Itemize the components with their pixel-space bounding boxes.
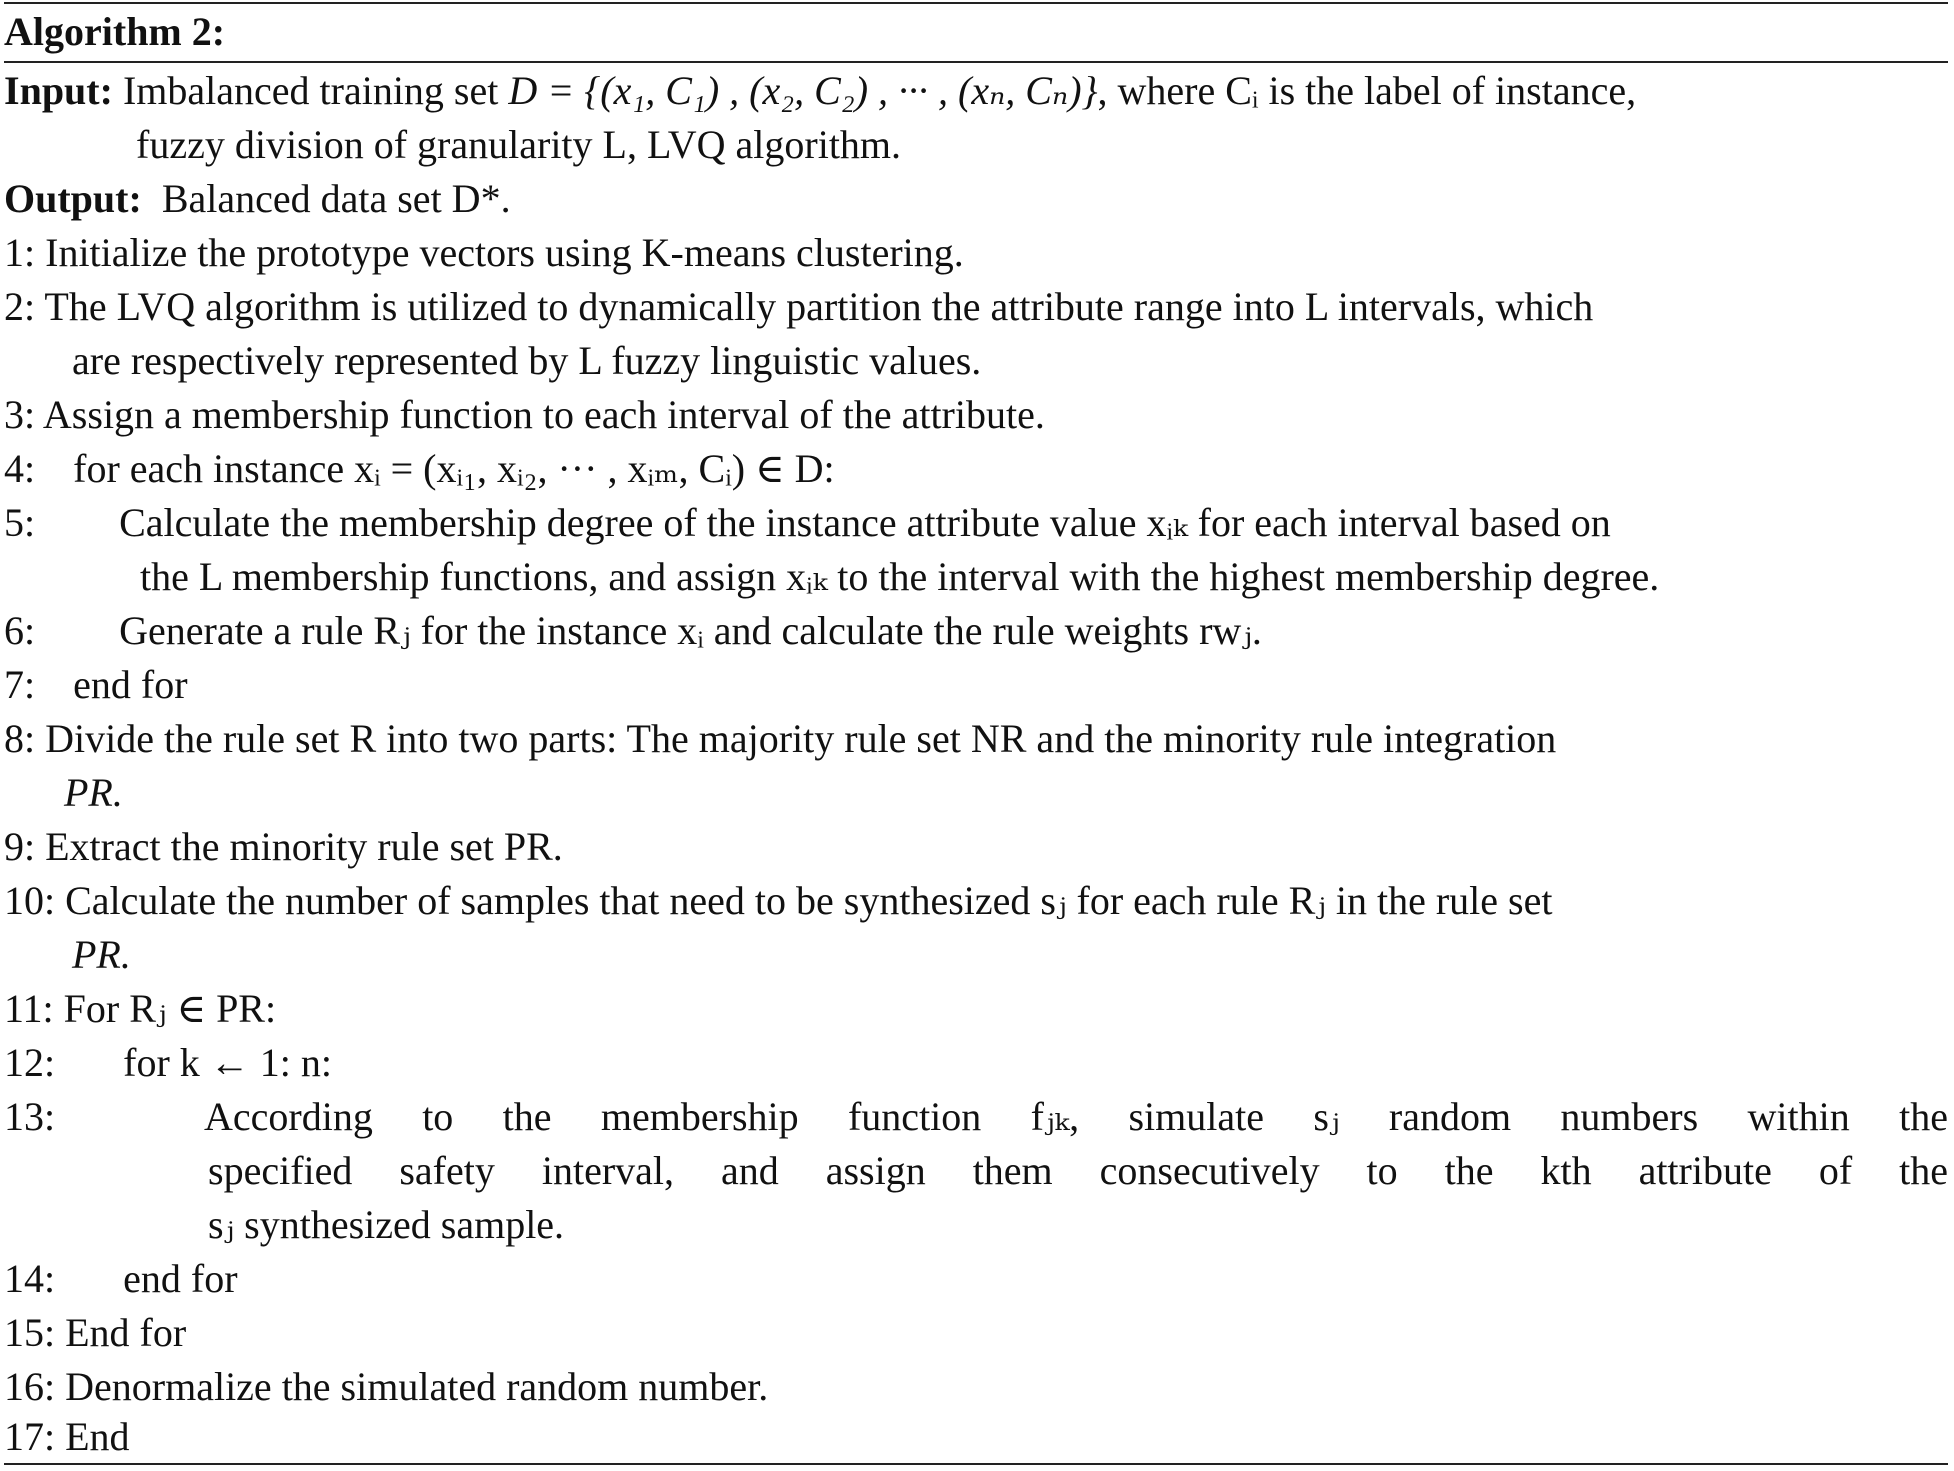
step-15 bbox=[4, 1306, 186, 1360]
step-2-continuation: are respectively represented by L fuzzy linguistic values. bbox=[72, 338, 982, 383]
step-number: 11: bbox=[4, 986, 54, 1031]
step-number: 17: bbox=[4, 1414, 56, 1459]
step-6 bbox=[4, 604, 1262, 658]
step-text: end for bbox=[123, 1256, 238, 1301]
step-text: Initialize the prototype vectors using K-means clustering. bbox=[45, 230, 964, 275]
step-7 bbox=[4, 658, 188, 712]
step-5-continuation: the L membership functions, and assign xᵢₖ to the interval with the highest membership degree. bbox=[140, 554, 1660, 599]
step-number: 8: bbox=[4, 716, 36, 761]
step-2 bbox=[4, 280, 1593, 334]
header-rule bbox=[4, 61, 1948, 63]
input-set-expression: D = {(x₁, C₁) , (x₂, C₂) , ··· , (xₙ, Cₙ)} bbox=[508, 68, 1098, 113]
step-12 bbox=[4, 1036, 332, 1090]
step-number: 2: bbox=[4, 284, 36, 329]
step-8-continuation: PR. bbox=[64, 770, 123, 815]
step-text: The LVQ algorithm is utilized to dynamically partition the attribute range into L intervals, which bbox=[44, 284, 1594, 329]
step-number: 3: bbox=[4, 392, 36, 437]
output-text: Balanced data set D*. bbox=[161, 176, 511, 221]
step-13 bbox=[4, 1090, 55, 1144]
step-text: Generate a rule Rⱼ for the instance xᵢ and calculate the rule weights rwⱼ. bbox=[119, 608, 1262, 653]
step-13-continuation-2: sⱼ synthesized sample. bbox=[208, 1202, 565, 1247]
step-number: 16: bbox=[4, 1364, 56, 1409]
step-text: For Rⱼ ∈ PR: bbox=[63, 986, 277, 1031]
step-number: 7: bbox=[4, 662, 36, 707]
bottom-rule bbox=[4, 1463, 1948, 1465]
step-number: 1: bbox=[4, 230, 36, 275]
step-13-text: According to the membership function fⱼₖ, simulate sⱼ random numbers within the bbox=[204, 1094, 1948, 1139]
step-13-continuation: specified safety interval, and assign them consecutively to the kth attribute of the bbox=[208, 1148, 1948, 1193]
step-14 bbox=[4, 1252, 238, 1306]
step-number: 9: bbox=[4, 824, 36, 869]
step-number: 14: bbox=[4, 1256, 56, 1301]
step-text: for each instance xᵢ = (xᵢ₁, xᵢ₂, ··· , xᵢₘ, Cᵢ) ∈ D: bbox=[73, 446, 835, 491]
step-8 bbox=[4, 712, 1556, 766]
step-10-continuation: PR. bbox=[72, 932, 131, 977]
step-9 bbox=[4, 820, 563, 874]
step-text: for k ← 1: n: bbox=[123, 1040, 332, 1085]
input-line bbox=[4, 64, 1636, 118]
step-17 bbox=[4, 1410, 130, 1464]
step-number: 13: bbox=[4, 1094, 56, 1139]
step-number: 6: bbox=[4, 608, 36, 653]
step-text: End bbox=[65, 1414, 130, 1459]
step-number: 12: bbox=[4, 1040, 56, 1085]
step-text: Assign a membership function to each interval of the attribute. bbox=[42, 392, 1045, 437]
step-4 bbox=[4, 442, 835, 496]
step-16 bbox=[4, 1360, 768, 1414]
step-text: end for bbox=[73, 662, 188, 707]
step-number: 10: bbox=[4, 878, 56, 923]
algorithm-title: Algorithm 2: bbox=[4, 9, 226, 54]
step-number: 4: bbox=[4, 446, 36, 491]
input-suffix: , where Cᵢ is the label of instance, bbox=[1097, 68, 1637, 113]
step-text: Denormalize the simulated random number. bbox=[65, 1364, 769, 1409]
step-number: 5: bbox=[4, 500, 36, 545]
step-number: 15: bbox=[4, 1310, 56, 1355]
output-line bbox=[4, 172, 511, 226]
step-3 bbox=[4, 388, 1045, 442]
input-prefix: Imbalanced training set bbox=[122, 68, 499, 113]
input-label: Input: bbox=[4, 68, 113, 113]
step-10 bbox=[4, 874, 1552, 928]
top-rule bbox=[4, 2, 1948, 4]
input-line-2: fuzzy division of granularity L, LVQ algorithm. bbox=[136, 122, 902, 167]
step-1 bbox=[4, 226, 964, 280]
step-11 bbox=[4, 982, 276, 1036]
step-text: Calculate the membership degree of the instance attribute value xᵢₖ for each interval based on bbox=[119, 500, 1611, 545]
step-text: End for bbox=[65, 1310, 187, 1355]
step-text: Extract the minority rule set PR. bbox=[45, 824, 563, 869]
step-5 bbox=[4, 496, 1611, 550]
step-text: Divide the rule set R into two parts: The majority rule set NR and the minority rule integration bbox=[45, 716, 1557, 761]
output-label: Output: bbox=[4, 176, 142, 221]
step-text: Calculate the number of samples that need to be synthesized sⱼ for each rule Rⱼ in the rule set bbox=[65, 878, 1553, 923]
